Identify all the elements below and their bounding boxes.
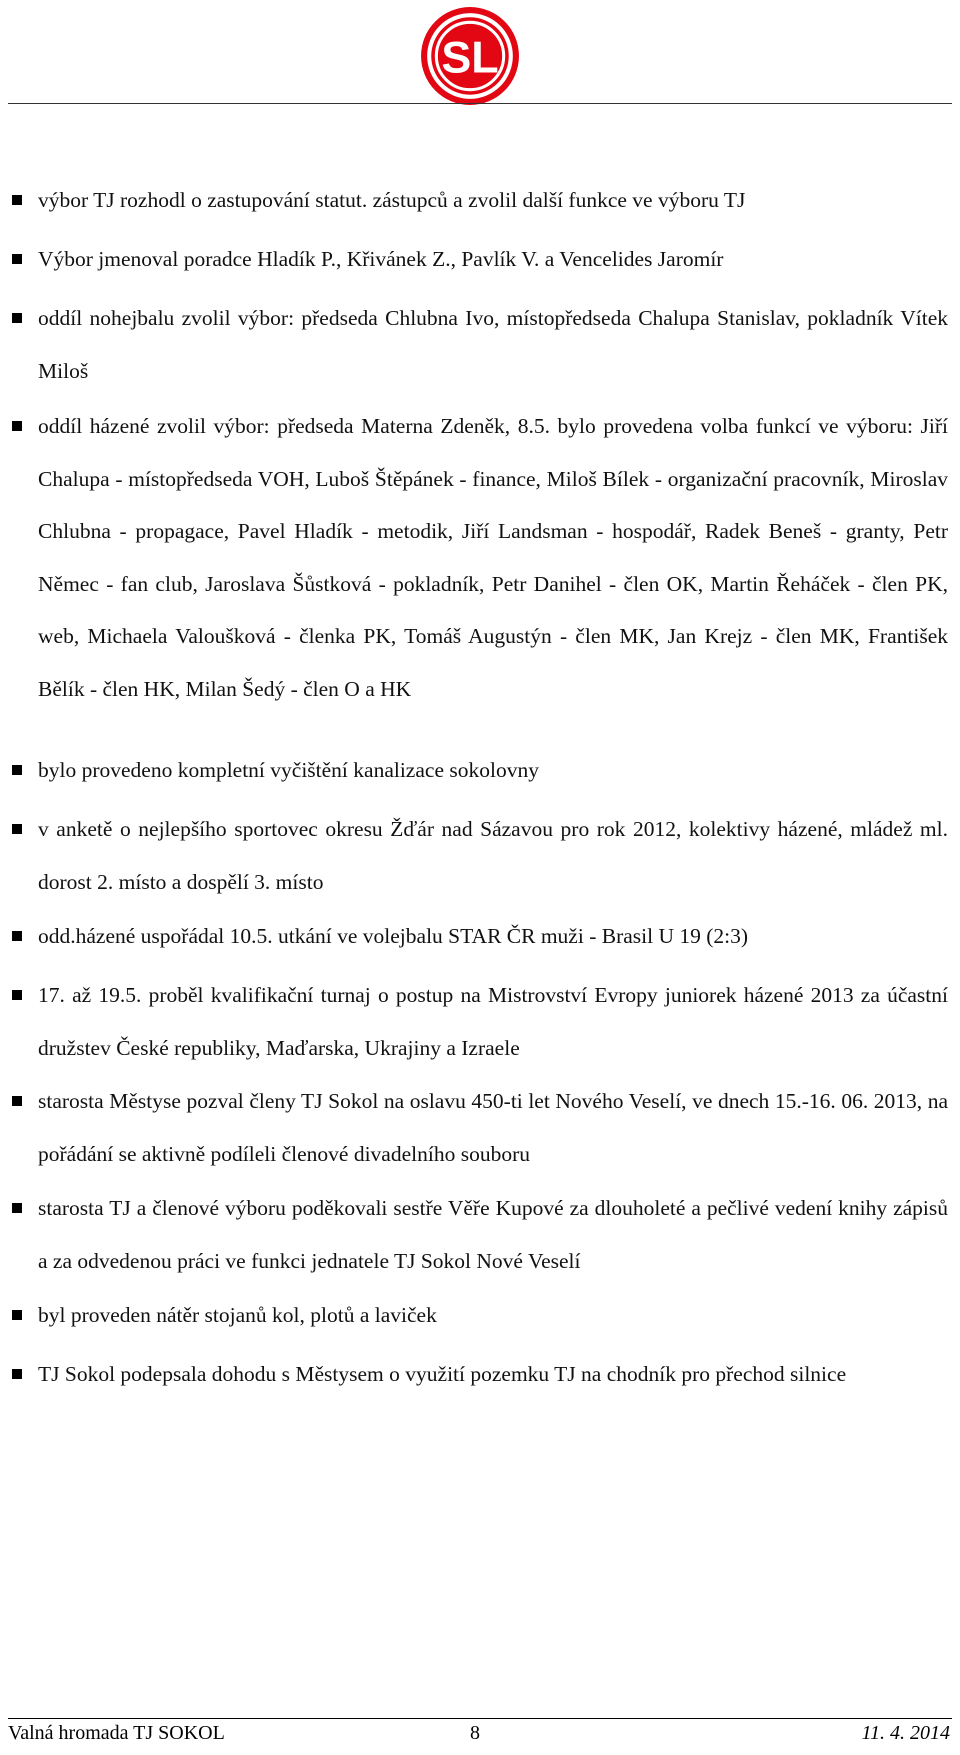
footer-title: Valná hromada TJ SOKOL bbox=[8, 1722, 225, 1744]
item-text: oddíl házené zvolil výbor: předseda Materna Zdeněk, 8.5. bylo provedena volba funkcí ve výboru: Jiří Chalupa - místopředseda VOH, Luboš Štěpánek - finance, Miloš Bílek - organizační pracovník, Miroslav Chlubna - propagace, Pavel Hladík - metodik, Jiří Landsman - hospodář, Radek Beneš - granty, Petr Němec - fan club, Jaroslava Šůstková - pokladník, Petr Danihel - člen OK, Martin Řeháček - člen PK, web, Michaela Valoušková - členka PK, Tomáš Augustýn - člen MK, Jan Krejz - člen MK, František Bělík - člen HK, Milan Šedý - člen O a HK bbox=[38, 414, 948, 701]
square-bullet-icon bbox=[12, 1310, 22, 1320]
sokol-logo bbox=[419, 5, 521, 107]
square-bullet-icon bbox=[12, 990, 22, 1000]
item-text: 17. až 19.5. proběl kvalifikační turnaj o postup na Mistrovství Evropy juniorek házené 2013 za účastní družstev České republiky, Maďarska, Ukrajiny a Izraele bbox=[38, 983, 948, 1060]
square-bullet-icon bbox=[12, 931, 22, 941]
square-bullet-icon bbox=[12, 313, 22, 323]
header-rule bbox=[8, 103, 952, 104]
square-bullet-icon bbox=[12, 195, 22, 205]
square-bullet-icon bbox=[12, 254, 22, 264]
item-text: bylo provedeno kompletní vyčištění kanalizace sokolovny bbox=[38, 758, 539, 782]
square-bullet-icon bbox=[12, 1096, 22, 1106]
page-number: 8 bbox=[470, 1722, 480, 1744]
footer-rule bbox=[8, 1718, 952, 1719]
square-bullet-icon bbox=[12, 1369, 22, 1379]
item-text: byl proveden nátěr stojanů kol, plotů a laviček bbox=[38, 1303, 437, 1327]
footer-date: 11. 4. 2014 bbox=[861, 1722, 950, 1744]
item-text: v anketě o nejlepšího sportovec okresu Žďár nad Sázavou pro rok 2012, kolektivy házené, mládež ml. dorost 2. místo a dospělí 3. místo bbox=[38, 817, 948, 894]
logo-lettering: SL bbox=[441, 31, 499, 83]
item-text: TJ Sokol podepsala dohodu s Městysem o využití pozemku TJ na chodník pro přechod silnice bbox=[38, 1362, 847, 1386]
item-text: starosta Městyse pozval členy TJ Sokol na oslavu 450-ti let Nového Veselí, ve dnech 15.-16. 06. 2013, na pořádání se aktivně podíleli členové divadelního souboru bbox=[38, 1089, 948, 1166]
item-text: oddíl nohejbalu zvolil výbor: předseda Chlubna Ivo, místopředseda Chalupa Stanislav, pokladník Vítek Miloš bbox=[38, 306, 948, 383]
square-bullet-icon bbox=[12, 421, 22, 431]
square-bullet-icon bbox=[12, 824, 22, 834]
item-text: Výbor jmenoval poradce Hladík P., Křivánek Z., Pavlík V. a Vencelides Jaromír bbox=[38, 247, 724, 271]
item-text: odd.házené uspořádal 10.5. utkání ve volejbalu STAR ČR muži - Brasil U 19 (2:3) bbox=[38, 924, 749, 948]
square-bullet-icon bbox=[12, 1203, 22, 1213]
item-text: starosta TJ a členové výboru poděkovali sestře Věře Kupové za dlouholeté a pečlivé vedení knihy zápisů a za odvedenou práci ve funkci jednatele TJ Sokol Nové Veselí bbox=[38, 1196, 948, 1273]
square-bullet-icon bbox=[12, 765, 22, 775]
item-text: výbor TJ rozhodl o zastupování statut. zástupců a zvolil další funkce ve výboru TJ bbox=[38, 188, 746, 212]
